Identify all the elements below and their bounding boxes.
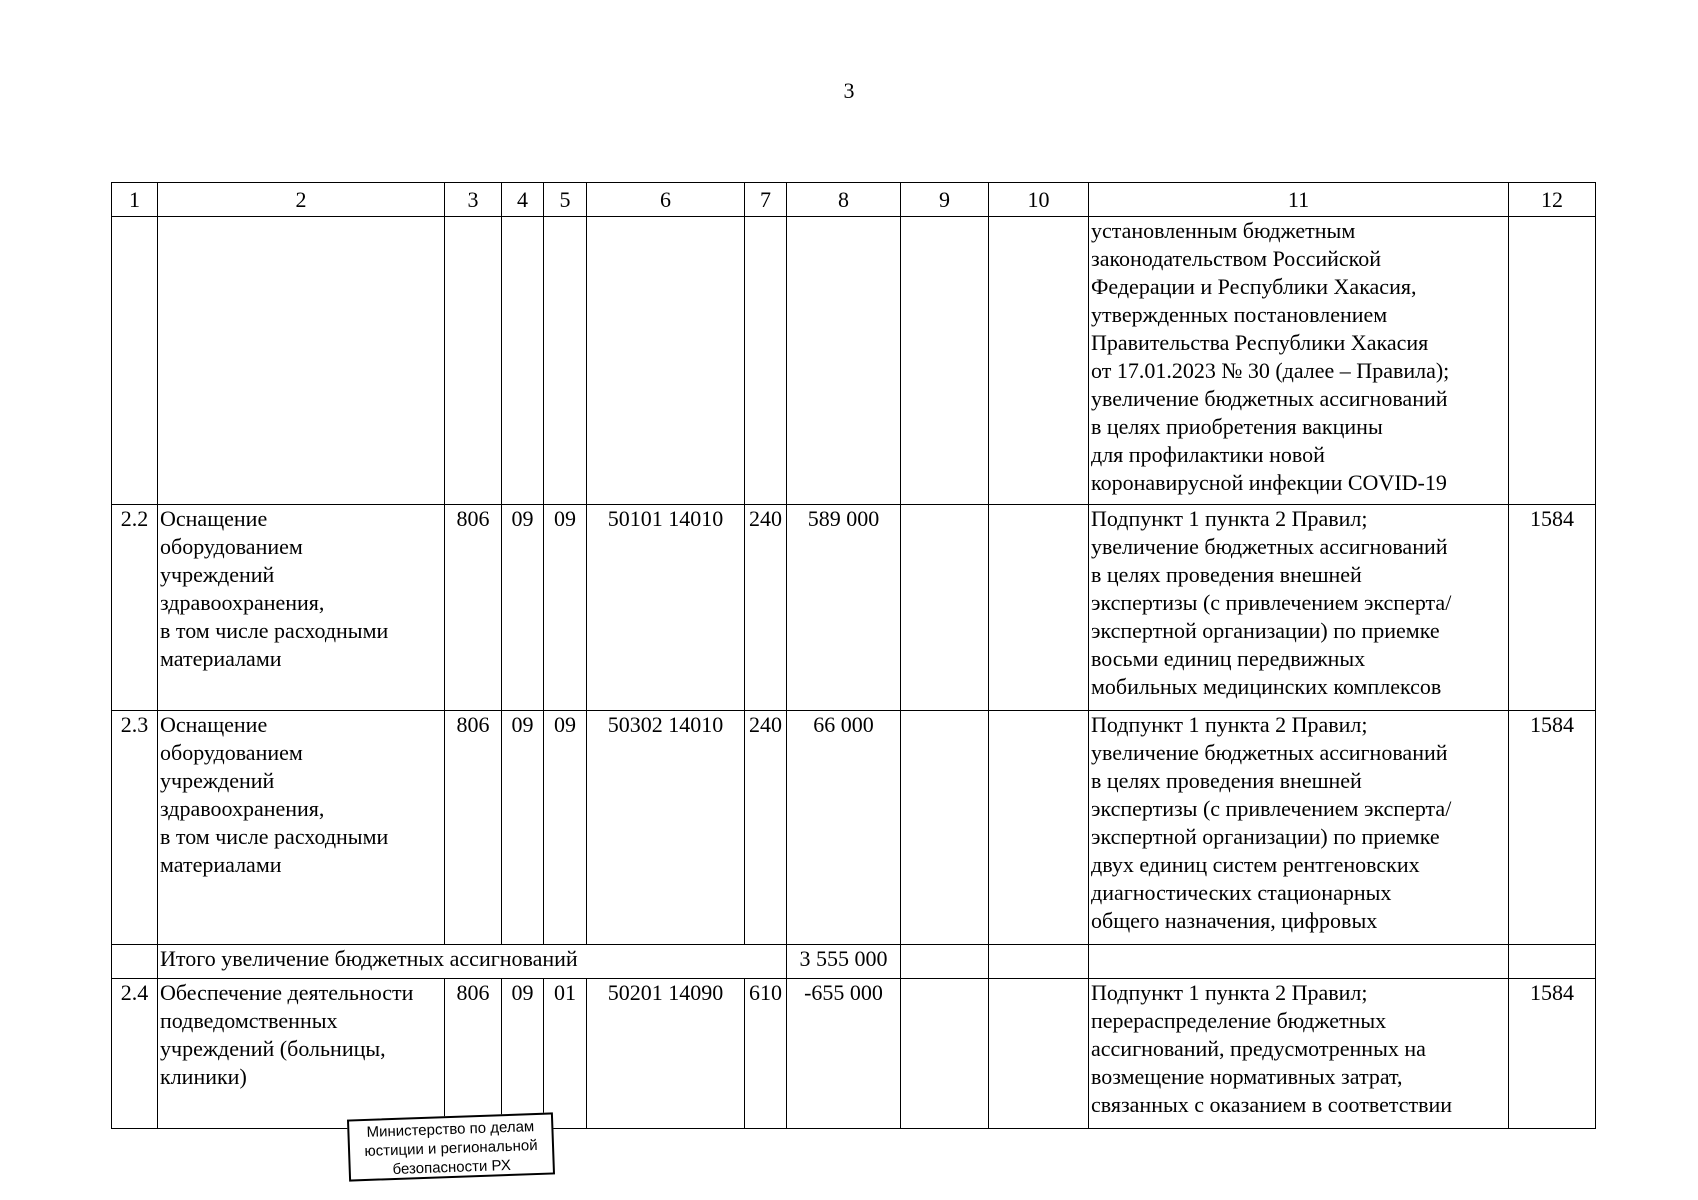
cell-col6	[587, 217, 745, 505]
row-number: 2.3	[112, 711, 158, 945]
column-header: 6	[587, 183, 745, 217]
cell-col7: 610	[745, 979, 787, 1129]
column-header: 5	[544, 183, 587, 217]
cell-col12	[1509, 217, 1596, 505]
row-name	[158, 217, 445, 505]
cell-col4	[502, 217, 544, 505]
row-number	[112, 217, 158, 505]
total-blank	[1089, 945, 1509, 979]
registration-stamp	[347, 1112, 555, 1181]
column-header: 7	[745, 183, 787, 217]
row-name: Обеспечение деятельности подведомственных учреждений (больницы, клиники)	[158, 979, 445, 1129]
total-label: Итого увеличение бюджетных ассигнований	[158, 945, 787, 979]
total-row	[112, 945, 1596, 979]
cell-col4: 09	[502, 505, 544, 711]
cell-col12: 1584	[1509, 711, 1596, 945]
cell-amount: 589 000	[787, 505, 901, 711]
cell-col3: 806	[445, 711, 502, 945]
table-row	[112, 505, 1596, 711]
cell-col5: 09	[544, 505, 587, 711]
total-value: 3 555 000	[787, 945, 901, 979]
cell-basis: установленным бюджетным законодательством Российской Федерации и Республики Хакасия, утвержденных постановлением Правительства Республики Хакасия от 17.01.2023 № 30 (далее – Правила); увеличение бюджетных ассигнований в целях приобретения вакцины для профилактики новой коронавирусной инфекции COVID-19	[1089, 217, 1509, 505]
cell-col5	[544, 217, 587, 505]
column-header: 12	[1509, 183, 1596, 217]
cell-col9	[901, 505, 989, 711]
stamp-line: Министерство по делам	[366, 1118, 535, 1141]
column-header: 3	[445, 183, 502, 217]
cell-amount	[787, 217, 901, 505]
column-header: 8	[787, 183, 901, 217]
total-blank	[901, 945, 989, 979]
cell-col10	[989, 711, 1089, 945]
cell-col5: 09	[544, 711, 587, 945]
cell-col3: 806	[445, 505, 502, 711]
cell-col9	[901, 217, 989, 505]
row-number: 2.4	[112, 979, 158, 1129]
row-name: Оснащение оборудованием учреждений здравоохранения, в том числе расходными материалами	[158, 711, 445, 945]
cell-col7: 240	[745, 505, 787, 711]
cell-basis: Подпункт 1 пункта 2 Правил; увеличение бюджетных ассигнований в целях проведения внешней экспертизы (с привлечением эксперта/ экспертной организации) по приемке двух единиц систем рентгеновских диагностических стационарных общего назначения, цифровых	[1089, 711, 1509, 945]
column-header: 10	[989, 183, 1089, 217]
cell-basis: Подпункт 1 пункта 2 Правил; перераспределение бюджетных ассигнований, предусмотренных на возмещение нормативных затрат, связанных с оказанием в соответствии	[1089, 979, 1509, 1129]
cell-col9	[901, 979, 989, 1129]
total-blank	[989, 945, 1089, 979]
cell-col6: 50201 14090	[587, 979, 745, 1129]
cell-amount: -655 000	[787, 979, 901, 1129]
table-row	[112, 979, 1596, 1129]
total-blank	[112, 945, 158, 979]
column-header: 4	[502, 183, 544, 217]
column-header: 11	[1089, 183, 1509, 217]
cell-col9	[901, 711, 989, 945]
column-header: 1	[112, 183, 158, 217]
cell-col3	[445, 217, 502, 505]
table-row	[112, 711, 1596, 945]
total-blank	[1509, 945, 1596, 979]
table-row	[112, 217, 1596, 505]
cell-col12: 1584	[1509, 979, 1596, 1129]
budget-table	[111, 182, 1596, 1129]
cell-basis: Подпункт 1 пункта 2 Правил; увеличение бюджетных ассигнований в целях проведения внешней экспертизы (с привлечением эксперта/ экспертной организации) по приемке восьми единиц передвижных мобильных медицинских комплексов	[1089, 505, 1509, 711]
cell-col6: 50101 14010	[587, 505, 745, 711]
cell-col7	[745, 217, 787, 505]
cell-col10	[989, 505, 1089, 711]
row-number: 2.2	[112, 505, 158, 711]
cell-col6: 50302 14010	[587, 711, 745, 945]
cell-col4: 09	[502, 711, 544, 945]
stamp-line: безопасности РХ	[392, 1156, 512, 1179]
cell-col4: 09	[502, 979, 544, 1129]
cell-col3: 806	[445, 979, 502, 1129]
cell-col5: 01	[544, 979, 587, 1129]
cell-amount: 66 000	[787, 711, 901, 945]
cell-col7: 240	[745, 711, 787, 945]
column-header: 2	[158, 183, 445, 217]
column-header: 9	[901, 183, 989, 217]
table-header-row	[112, 183, 1596, 217]
cell-col10	[989, 979, 1089, 1129]
page-number: 3	[843, 78, 855, 103]
row-name: Оснащение оборудованием учреждений здравоохранения, в том числе расходными материалами	[158, 505, 445, 711]
cell-col10	[989, 217, 1089, 505]
cell-col12: 1584	[1509, 505, 1596, 711]
stamp-line: юстиции и региональной	[364, 1136, 538, 1161]
